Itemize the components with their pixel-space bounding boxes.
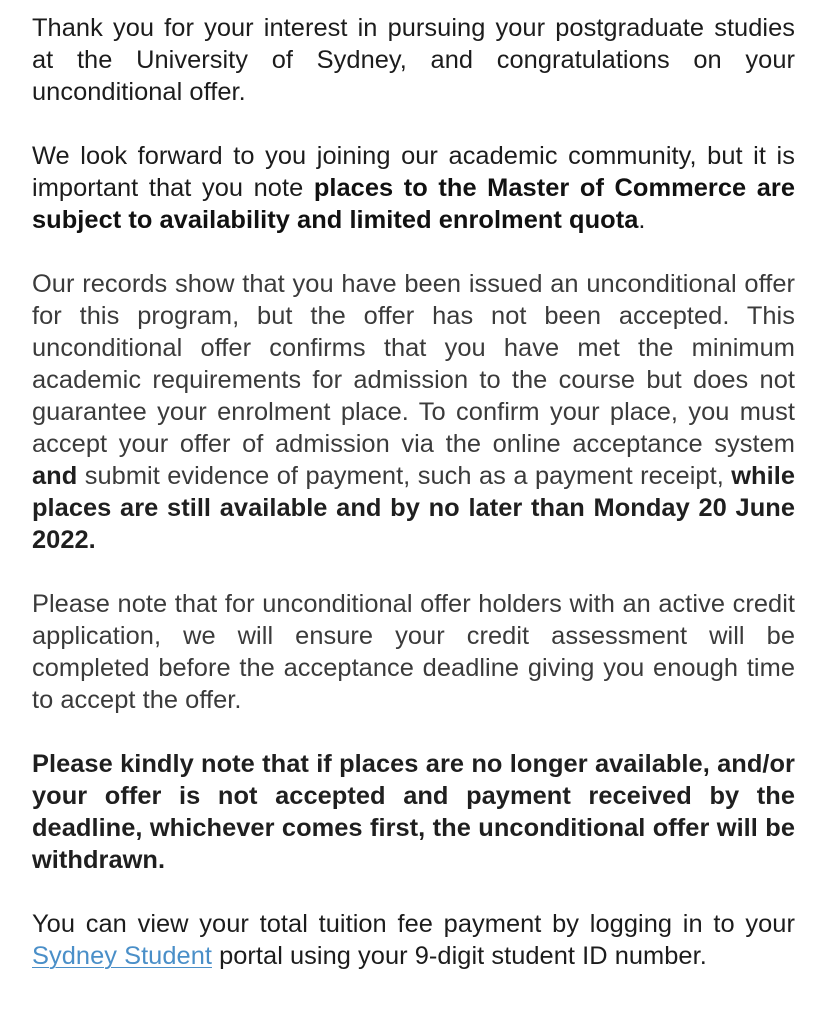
acceptance-text-2: submit evidence of payment, such as a payment receipt, [77,462,732,490]
withdrawal-warning-text: Please kindly note that if places are no longer available, and/or your offer is not accepted and payment received by the deadline, whichever comes first, the unconditional offer will be withdrawn. [32,750,795,874]
paragraph-tuition-fee [32,908,795,972]
acceptance-and-emphasis: and [32,462,78,490]
acceptance-deadline-emphasis: while places are still available and by no later than Monday 20 June 2022. [32,462,795,554]
paragraph-credit-application [32,588,795,716]
tuition-fee-text-2: portal using your 9-digit student ID number. [211,942,707,970]
tuition-fee-text-1: You can view your total tuition fee payment by logging in to your [32,910,795,938]
sydney-student-link[interactable]: Sydney Student [32,942,212,970]
credit-application-text: Please note that for unconditional offer holders with an active credit application, we will ensure your credit assessment will be completed before the acceptance deadline giving you enough time to accept the offer. [32,590,795,714]
acceptance-text-1: Our records show that you have been issued an unconditional offer for this program, but the offer has not been accepted. This unconditional offer confirms that you have met the minimum academic requirements for admission to the course but does not guarantee your enrolment place. To confirm your place, you must accept your offer of admission via the online acceptance system [32,270,795,458]
enrolment-quota-emphasis: places to the Master of Commerce are subject to availability and limited enrolment quota [32,174,796,234]
enrolment-quota-text: We look forward to you joining our academic community, but it is important that you note [32,142,795,202]
paragraph-acceptance-instructions [32,268,795,556]
enrolment-quota-end: . [638,206,646,234]
paragraph-withdrawal-warning [32,748,795,876]
intro-text: Thank you for your interest in pursuing your postgraduate studies at the University of Sydney, and congratulations on your unconditional offer. [32,14,795,106]
paragraph-intro [32,12,795,108]
paragraph-enrolment-quota [32,140,795,236]
